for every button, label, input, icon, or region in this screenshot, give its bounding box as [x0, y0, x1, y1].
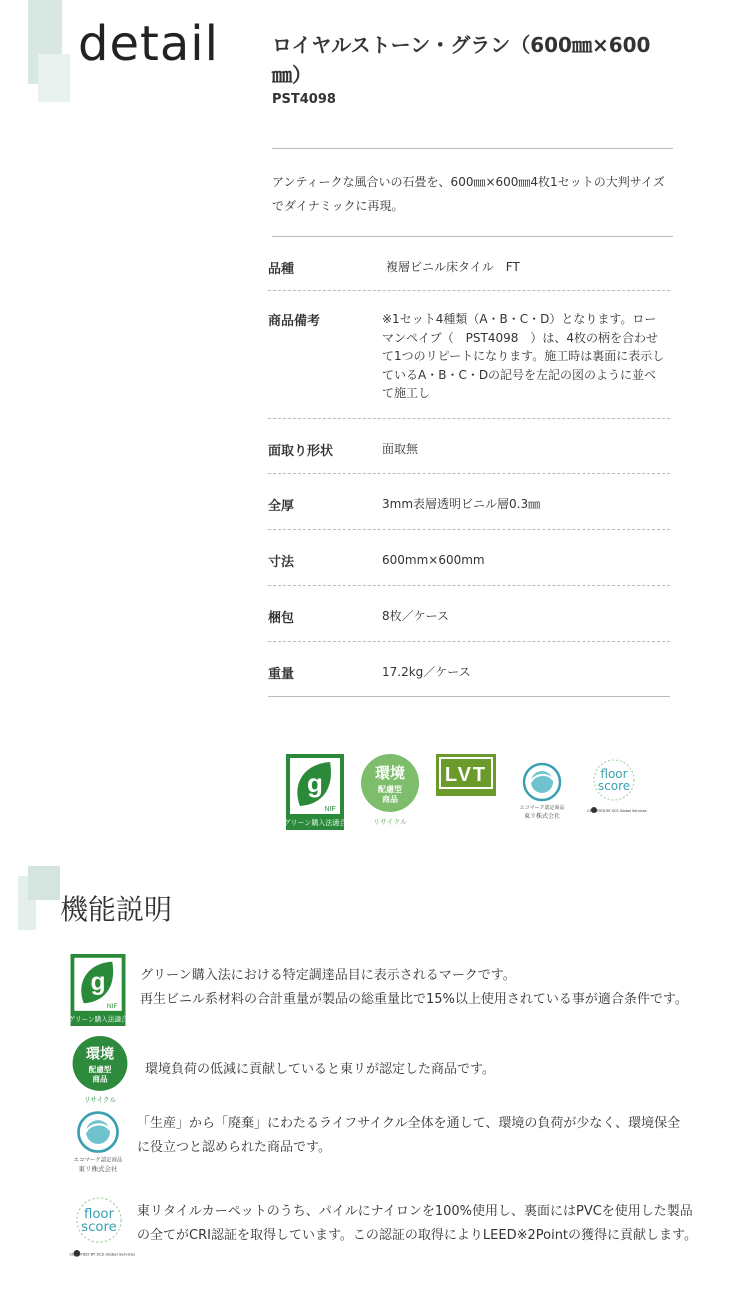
- section-decoration-dark: [28, 866, 60, 900]
- kankyo-badge-main: 環境: [374, 764, 406, 782]
- feature-text: [145, 1058, 735, 1082]
- kankyo-icon-main: 環境: [85, 1046, 115, 1063]
- eco-badge-line2: 東リ株式会社: [523, 813, 561, 820]
- divider: [272, 236, 673, 237]
- section-heading-detail: detail: [78, 16, 219, 72]
- eco-mark-icon: [72, 1110, 124, 1178]
- spec-divider: [268, 473, 670, 474]
- feature-text: [140, 964, 740, 1012]
- eco-icon-line2: 東リ株式会社: [78, 1165, 118, 1174]
- floorscore-cert: CERTIFIED BY SCS Global Services: [587, 809, 647, 813]
- product-name: ロイヤルストーン・グラン（600㎜×600㎜）: [272, 33, 651, 87]
- spec-divider: [268, 585, 670, 586]
- spec-label: 梱包: [268, 611, 295, 626]
- spec-value: 8枚／ケース: [382, 609, 450, 623]
- green-badge-small: NIF: [324, 806, 336, 813]
- feature-text: [137, 1200, 742, 1248]
- kankyo-badge-icon: [360, 754, 420, 828]
- kankyo-badge-caption: リサイクル: [372, 818, 408, 826]
- floorscore-icon-cert: CERTIFIED BY SCS Global Services: [69, 1251, 136, 1257]
- spec-value: 600mm×600mm: [382, 553, 485, 567]
- lvt-badge-icon: [436, 754, 496, 796]
- floorscore-icon: [69, 1198, 136, 1260]
- spec-label: 重量: [268, 667, 295, 682]
- feature-text-line: グリーン購入法における特定調達品目に表示されるマークです。: [140, 968, 516, 983]
- floorscore-icon-word1: floor: [83, 1206, 115, 1222]
- divider: [272, 148, 673, 149]
- green-purchase-icon: [70, 954, 126, 1026]
- spec-divider: [268, 290, 670, 291]
- feature-text-line: に役立つと認められた商品です。: [137, 1140, 331, 1155]
- green-badge-caption: グリーン購入法適合: [283, 819, 347, 827]
- spec-value: 面取無: [382, 442, 419, 456]
- section-title: 機能説明: [60, 893, 173, 926]
- kankyo-icon-caption: リサイクル: [83, 1096, 117, 1105]
- feature-text-line: の全てがCRI認証を取得しています。この認証の取得によりLEED※2Pointの獲得に貢献します。: [137, 1228, 697, 1243]
- spec-divider: [268, 418, 670, 419]
- kankyo-icon-line2: 商品: [92, 1074, 108, 1084]
- green-badge-letter: g: [307, 768, 323, 798]
- spec-label: 商品備考: [268, 314, 321, 329]
- floorscore-badge-icon: [587, 760, 647, 816]
- floorscore-icon-word2: score: [81, 1220, 117, 1236]
- spec-label: 品種: [268, 262, 295, 277]
- spec-value: 3mm表層透明ビニル層0.3㎜: [382, 497, 541, 511]
- spec-divider: [268, 641, 670, 642]
- green-purchase-badge-icon: [283, 754, 347, 830]
- feature-text-line: 東リタイルカーペットのうち、パイルにナイロンを100%使用し、裏面にはPVCを使用した製品: [137, 1204, 693, 1219]
- kankyo-icon-line1: 配慮型: [88, 1064, 112, 1074]
- green-icon-small: NIF: [106, 1003, 118, 1010]
- kankyo-badge-line2: 商品: [382, 795, 398, 804]
- lvt-badge-text: LVT: [444, 764, 488, 786]
- spec-label: 全厚: [268, 499, 295, 514]
- product-description: アンティークな風合いの石畳を、600㎜×600㎜4枚1セットの大判サイズでダイナミックに再現。: [272, 175, 665, 213]
- spec-value: 17.2kg／ケース: [382, 665, 471, 679]
- spec-value: 複層ビニル床タイル FT: [386, 260, 520, 274]
- floorscore-word1: floor: [600, 767, 628, 781]
- spec-label: 寸法: [268, 555, 295, 570]
- kankyo-icon: [70, 1036, 130, 1106]
- green-icon-letter: g: [90, 969, 106, 996]
- feature-text: [137, 1112, 737, 1160]
- floorscore-word2: score: [597, 779, 631, 793]
- feature-text-line: 環境負荷の低減に貢献していると東リが認定した商品です。: [145, 1062, 495, 1077]
- eco-icon-line1: エコマーク認定商品: [73, 1157, 123, 1164]
- spec-label: 面取り形状: [268, 444, 334, 459]
- feature-text-line: 「生産」から「廃棄」にわたるライフサイクル全体を通して、環境の負荷が少なく、環境保全: [137, 1116, 681, 1131]
- eco-badge-line1: エコマーク認定商品: [519, 805, 565, 811]
- product-code: PST4098: [272, 92, 336, 107]
- spec-value: ※1セット4種類（A・B・C・D）となります。ローマンペイブ（ PST4098 ）は、4枚の柄を合わせて1つのリピートになります。施工時は裏面に表示しているA・B・C・Dの記号を左記の図のように並べて施工し: [382, 312, 665, 400]
- spec-divider: [268, 529, 670, 530]
- kankyo-badge-line1: 配慮型: [378, 785, 402, 794]
- header-decoration-light: [38, 54, 70, 102]
- eco-mark-badge-icon: [518, 762, 566, 824]
- green-icon-caption: グリーン購入法適合: [68, 1015, 128, 1024]
- spec-table-bottom: [268, 696, 670, 697]
- feature-text-line: 再生ビニル系材料の合計重量が製品の総重量比で15%以上使用されている事が適合条件です。: [140, 992, 688, 1007]
